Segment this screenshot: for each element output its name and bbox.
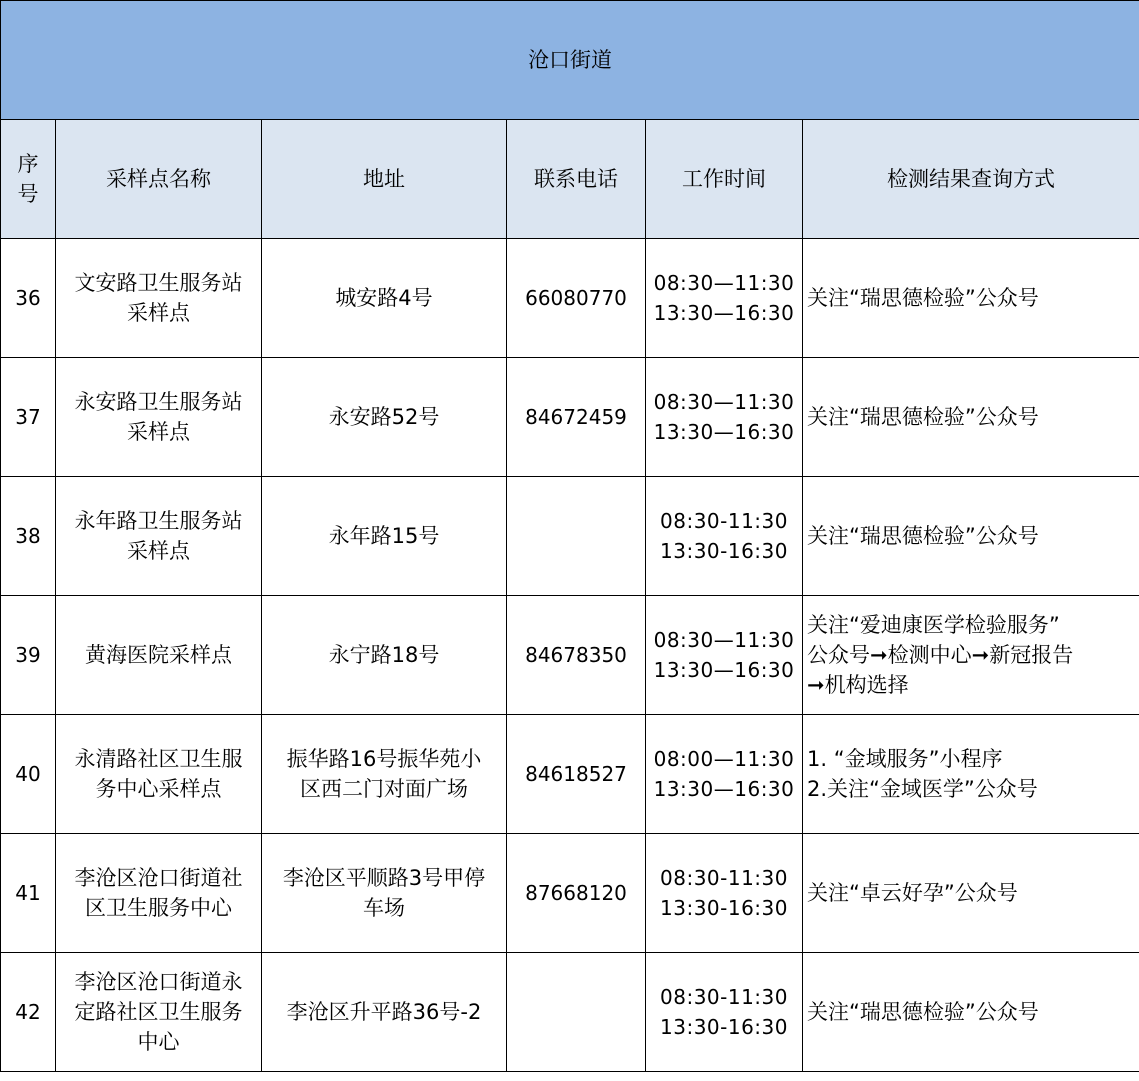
row-address-line: 李沧区升平路36号-2 <box>286 1000 482 1024</box>
header-row <box>1 120 1139 239</box>
row-address-line: 永宁路18号 <box>328 643 440 667</box>
row-hours-line: 08:30-11:30 <box>660 866 788 890</box>
row-address <box>262 596 507 715</box>
row-method-line: 2.关注“金域医学”公众号 <box>807 777 1038 801</box>
row-address-line: 城安路4号 <box>335 286 433 310</box>
row-seq: 40 <box>1 715 56 834</box>
row-seq: 38 <box>1 477 56 596</box>
row-address <box>262 834 507 953</box>
row-hours-line: 08:30-11:30 <box>660 985 788 1009</box>
row-method <box>803 715 1139 834</box>
row-phone <box>507 477 646 596</box>
header-hours: 工作时间 <box>646 120 803 239</box>
row-name-line: 采样点 <box>127 539 190 563</box>
row-address-line: 车场 <box>363 896 405 920</box>
row-name <box>56 239 262 358</box>
row-name-line: 区卫生服务中心 <box>85 896 232 920</box>
row-method <box>803 358 1139 477</box>
header-name: 采样点名称 <box>56 120 262 239</box>
row-phone <box>507 953 646 1072</box>
table-row <box>1 596 1139 715</box>
row-name-line: 采样点 <box>127 301 190 325</box>
row-method <box>803 477 1139 596</box>
row-method-line: 关注“爱迪康医学检验服务” <box>807 613 1060 637</box>
row-method-line: 1. “金域服务”小程序 <box>807 747 1003 771</box>
row-name <box>56 358 262 477</box>
header-address: 地址 <box>262 120 507 239</box>
row-hours-line: 08:00—11:30 <box>653 747 795 771</box>
row-method-line: 关注“瑞思德检验”公众号 <box>807 1000 1039 1024</box>
row-method-line: 关注“瑞思德检验”公众号 <box>807 524 1039 548</box>
row-address-line: 李沧区平顺路3号甲停 <box>282 866 486 890</box>
row-hours-line: 08:30-11:30 <box>660 509 788 533</box>
row-phone: 87668120 <box>507 834 646 953</box>
row-phone: 84672459 <box>507 358 646 477</box>
row-phone: 84678350 <box>507 596 646 715</box>
row-hours <box>646 715 803 834</box>
table-title: 沧口街道 <box>1 1 1139 120</box>
row-method-line: 关注“瑞思德检验”公众号 <box>807 405 1039 429</box>
row-address <box>262 358 507 477</box>
row-name-line: 定路社区卫生服务 <box>74 1000 243 1024</box>
row-hours <box>646 239 803 358</box>
row-method-line: 公众号➞检测中心➞新冠报告 <box>807 643 1074 667</box>
row-address <box>262 239 507 358</box>
header-seq <box>1 120 56 239</box>
row-hours-line: 08:30—11:30 <box>653 390 795 414</box>
row-name-line: 永年路卫生服务站 <box>74 509 243 533</box>
row-seq: 36 <box>1 239 56 358</box>
table-row <box>1 715 1139 834</box>
row-phone: 66080770 <box>507 239 646 358</box>
row-seq: 37 <box>1 358 56 477</box>
row-method-line: 关注“瑞思德检验”公众号 <box>807 286 1039 310</box>
row-hours-line: 13:30—16:30 <box>653 658 795 682</box>
row-address-line: 振华路16号振华苑小 <box>286 747 482 771</box>
row-name <box>56 953 262 1072</box>
row-name <box>56 715 262 834</box>
table-row <box>1 358 1139 477</box>
row-seq: 39 <box>1 596 56 715</box>
row-address <box>262 715 507 834</box>
row-name <box>56 477 262 596</box>
row-method <box>803 596 1139 715</box>
row-hours <box>646 358 803 477</box>
row-hours <box>646 596 803 715</box>
table-row <box>1 477 1139 596</box>
row-hours <box>646 477 803 596</box>
row-method-line: ➞机构选择 <box>807 673 909 697</box>
row-hours-line: 13:30—16:30 <box>653 301 795 325</box>
row-method <box>803 834 1139 953</box>
row-hours <box>646 834 803 953</box>
row-seq: 42 <box>1 953 56 1072</box>
row-name-line: 中心 <box>137 1030 180 1054</box>
header-method: 检测结果查询方式 <box>803 120 1139 239</box>
row-name-line: 李沧区沧口街道永 <box>74 970 243 994</box>
row-name-line: 李沧区沧口街道社 <box>74 866 243 890</box>
title-row <box>1 1 1139 120</box>
row-hours-line: 08:30—11:30 <box>653 271 795 295</box>
row-hours-line: 13:30-16:30 <box>660 539 788 563</box>
row-seq: 41 <box>1 834 56 953</box>
row-method <box>803 953 1139 1072</box>
table-row <box>1 239 1139 358</box>
row-address <box>262 953 507 1072</box>
row-address-line: 永安路52号 <box>328 405 440 429</box>
row-hours-line: 13:30-16:30 <box>660 1015 788 1039</box>
table-row <box>1 953 1139 1072</box>
row-name-line: 黄海医院采样点 <box>85 643 232 667</box>
row-method <box>803 239 1139 358</box>
row-name <box>56 596 262 715</box>
row-name-line: 务中心采样点 <box>95 777 222 801</box>
row-name <box>56 834 262 953</box>
row-name-line: 永安路卫生服务站 <box>74 390 243 414</box>
row-hours <box>646 953 803 1072</box>
header-seq-label: 序号 <box>17 152 39 206</box>
row-address-line: 永年路15号 <box>328 524 440 548</box>
row-hours-line: 13:30-16:30 <box>660 896 788 920</box>
row-method-line: 关注“卓云好孕”公众号 <box>807 881 1018 905</box>
row-name-line: 永清路社区卫生服 <box>74 747 243 771</box>
row-hours-line: 08:30—11:30 <box>653 628 795 652</box>
row-address-line: 区西二门对面广场 <box>300 777 468 801</box>
row-name-line: 文安路卫生服务站 <box>74 271 243 295</box>
row-name-line: 采样点 <box>127 420 190 444</box>
row-phone: 84618527 <box>507 715 646 834</box>
row-address <box>262 477 507 596</box>
header-phone: 联系电话 <box>507 120 646 239</box>
row-hours-line: 13:30—16:30 <box>653 420 795 444</box>
table-row <box>1 834 1139 953</box>
row-hours-line: 13:30—16:30 <box>653 777 795 801</box>
